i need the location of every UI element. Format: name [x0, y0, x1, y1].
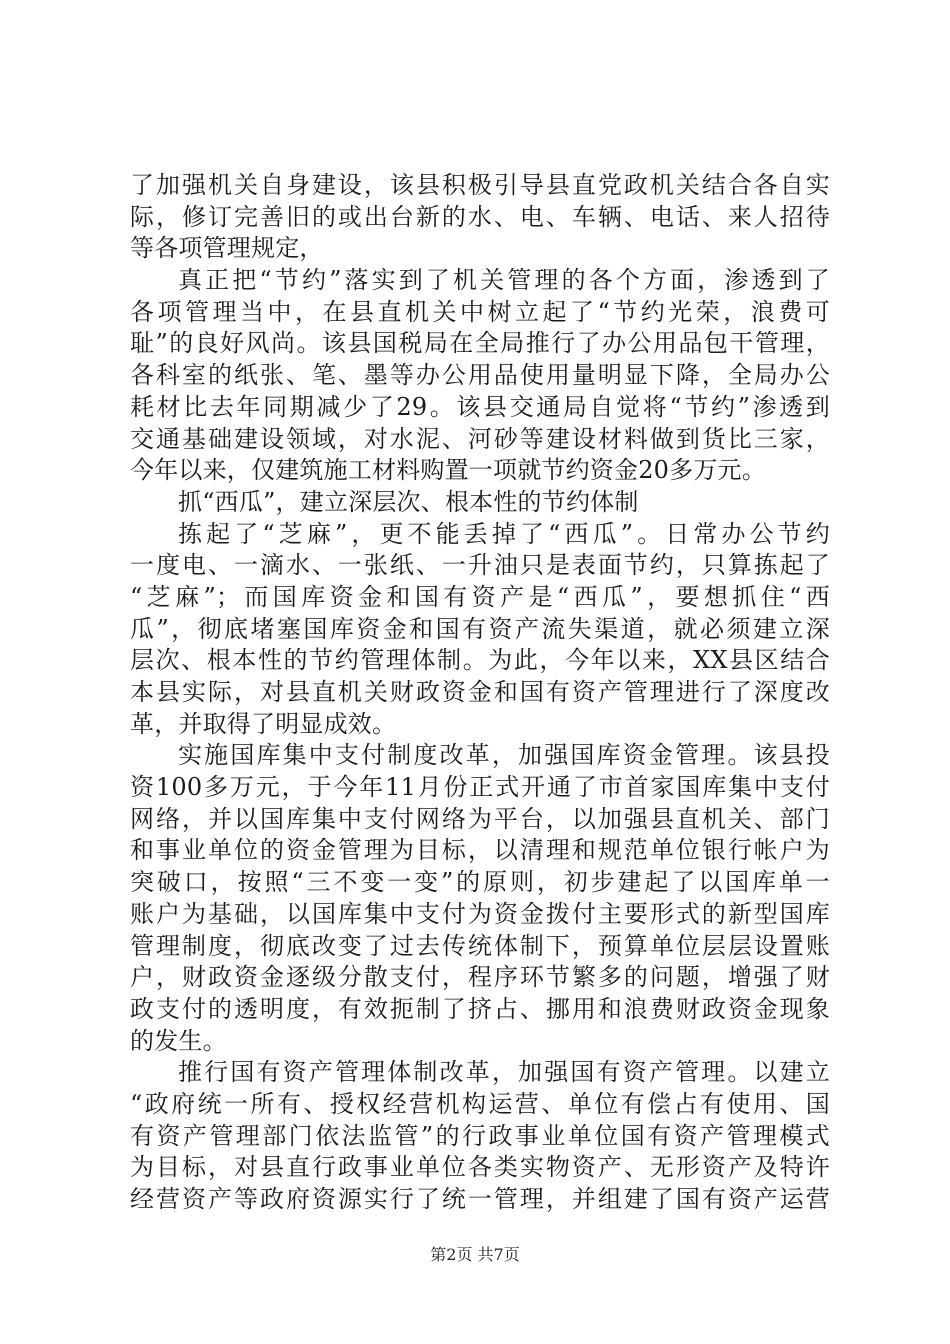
text-line: 真正把“节约”落实到了机关管理的各个方面，渗透到了 — [178, 266, 830, 295]
text-line: 各项管理当中，在县直机关中树立起了“节约光荣，浪费可 — [130, 297, 830, 326]
text-line: 户，财政资金逐级分散支付，程序环节繁多的问题，增强了财 — [130, 963, 830, 992]
text-line: 经营资产等政府资源实行了统一管理，并组建了国有资产运营 — [130, 1185, 830, 1213]
text-line: 账户为基础，以国库集中支付为资金拨付主要形式的新型国库 — [130, 899, 830, 928]
text-line: 等各项管理规定， — [130, 234, 324, 263]
text-line: 今年以来，仅建筑施工材料购置一项就节约资金20多万元。 — [130, 456, 766, 485]
text-line: 政支付的透明度，有效扼制了挤占、挪用和浪费财政资金现象 — [130, 994, 830, 1023]
text-line: 瓜”，彻底堵塞国库资金和国有资产流失渠道，就必须建立深 — [130, 614, 830, 643]
text-line: 管理制度，彻底改变了过去传统体制下，预算单位层层设置账 — [130, 931, 830, 960]
page-footer: 第2页 共7页 — [430, 1245, 520, 1264]
text-line: 际，修订完善旧的或出台新的水、电、车辆、电话、来人招待 — [130, 202, 830, 231]
text-line: “政府统一所有、授权经营机构运营、单位有偿占有使用、国 — [130, 1089, 830, 1118]
text-line: 和事业单位的资金管理为目标，以清理和规范单位银行帐户为 — [130, 836, 830, 865]
text-line: 一度电、一滴水、一张纸、一升油只是表面节约，只算拣起了 — [130, 551, 830, 580]
text-line: 资100多万元，于今年11月份正式开通了市首家国库集中支付 — [130, 773, 830, 802]
text-line: 层次、根本性的节约管理体制。为此，今年以来，XX县区结合 — [130, 646, 830, 675]
text-line: 拣起了“芝麻”，更不能丢掉了“西瓜”。日常办公节约 — [178, 519, 830, 548]
text-line: “芝麻”；而国库资金和国有资产是“西瓜”，要想抓住“西 — [130, 582, 830, 611]
text-line: 推行国有资产管理体制改革，加强国有资产管理。以建立 — [178, 1058, 830, 1087]
text-line: 有资产管理部门依法监管”的行政事业单位国有资产管理模式 — [130, 1121, 830, 1150]
text-line: 的发生。 — [130, 1026, 227, 1055]
text-line: 交通基础建设领域，对水泥、河砂等建设材料做到货比三家， — [130, 424, 830, 453]
text-line: 为目标，对县直行政事业单位各类实物资产、无形资产及特许 — [130, 1153, 830, 1182]
text-line: 了加强机关自身建设，该县积极引导县直党政机关结合各自实 — [130, 171, 830, 199]
text-line: 实施国库集中支付制度改革，加强国库资金管理。该县投 — [178, 741, 830, 770]
text-line: 网络，并以国库集中支付网络为平台，以加强县直机关、部门 — [130, 804, 830, 833]
text-line: 耻”的良好风尚。该县国税局在全局推行了办公用品包干管理， — [130, 329, 830, 358]
text-line: 耗材比去年同期减少了29。该县交通局自觉将“节约”渗透到 — [130, 392, 830, 421]
text-line: 革，并取得了明显成效。 — [130, 709, 397, 738]
text-line: 本县实际，对县直机关财政资金和国有资产管理进行了深度改 — [130, 678, 830, 706]
document-body — [130, 170, 830, 1216]
text-line: 抓“西瓜”，建立深层次、根本性的节约体制 — [178, 487, 639, 516]
text-line: 各科室的纸张、笔、墨等办公用品使用量明显下降，全局办公 — [130, 361, 830, 390]
text-line: 突破口，按照“三不变一变”的原则，初步建起了以国库单一 — [130, 868, 830, 897]
